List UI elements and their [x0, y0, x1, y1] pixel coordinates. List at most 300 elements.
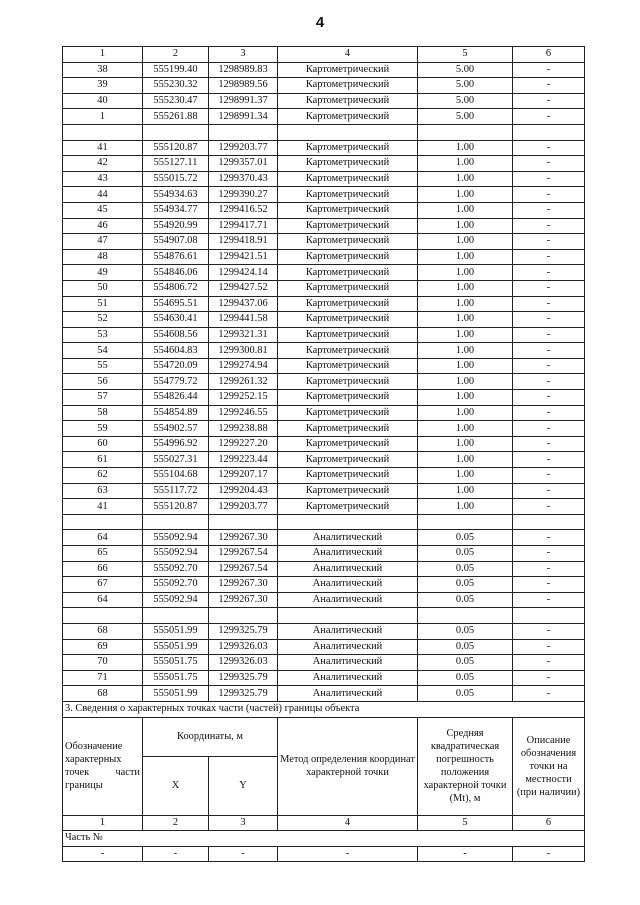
table-row [63, 202, 585, 218]
section3-empty-cell: - [418, 846, 513, 862]
x-coordinate-cell: 554934.63 [143, 187, 209, 203]
x-coordinate-cell: 554934.77 [143, 202, 209, 218]
y-coordinate-cell: 1299321.31 [209, 327, 278, 343]
accuracy-cell: 0.05 [418, 623, 513, 639]
point-id-cell: 53 [63, 327, 143, 343]
description-cell: - [513, 639, 585, 655]
description-cell: - [513, 312, 585, 328]
y-coordinate-cell: 1299267.30 [209, 530, 278, 546]
table-row [63, 639, 585, 655]
y-coordinate-cell: 1299325.79 [209, 670, 278, 686]
accuracy-cell: 1.00 [418, 202, 513, 218]
accuracy-cell: 0.05 [418, 655, 513, 671]
table-row [63, 218, 585, 234]
description-cell: - [513, 265, 585, 281]
point-id-cell: 69 [63, 639, 143, 655]
method-cell: Картометрический [278, 140, 418, 156]
x-coordinate-cell: 554996.92 [143, 436, 209, 452]
y-coordinate-cell: 1299326.03 [209, 655, 278, 671]
point-id-cell: 56 [63, 374, 143, 390]
point-id-cell: 49 [63, 265, 143, 281]
point-id-cell: 38 [63, 62, 143, 78]
description-cell: - [513, 109, 585, 125]
description-cell: - [513, 655, 585, 671]
x-coordinate-cell: 554826.44 [143, 390, 209, 406]
table-row [63, 530, 585, 546]
header-number: 6 [513, 47, 585, 63]
accuracy-cell: 1.00 [418, 312, 513, 328]
table-row [63, 171, 585, 187]
point-id-cell: 46 [63, 218, 143, 234]
table-row [63, 343, 585, 359]
x-coordinate-cell: 554604.83 [143, 343, 209, 359]
table-row [63, 358, 585, 374]
accuracy-cell: 1.00 [418, 156, 513, 172]
method-cell: Картометрический [278, 202, 418, 218]
description-cell: - [513, 249, 585, 265]
method-cell: Картометрический [278, 93, 418, 109]
x-coordinate-cell: 554876.61 [143, 249, 209, 265]
method-cell: Картометрический [278, 62, 418, 78]
x-coordinate-cell: 555120.87 [143, 499, 209, 515]
table-row [63, 93, 585, 109]
description-cell: - [513, 405, 585, 421]
y-coordinate-cell: 1299261.32 [209, 374, 278, 390]
method-cell: Картометрический [278, 499, 418, 515]
section3-method-header: Метод определения координат характерной точки [278, 717, 418, 815]
section3-number: 3 [209, 815, 278, 831]
method-cell: Картометрический [278, 327, 418, 343]
table-row [63, 109, 585, 125]
point-id-cell: 58 [63, 405, 143, 421]
table-row [63, 561, 585, 577]
description-cell: - [513, 374, 585, 390]
table-row [63, 421, 585, 437]
accuracy-cell: 1.00 [418, 436, 513, 452]
accuracy-cell: 1.00 [418, 499, 513, 515]
point-id-cell: 41 [63, 499, 143, 515]
point-id-cell: 60 [63, 436, 143, 452]
section3-title: 3. Сведения о характерных точках части (частей) границы объекта [63, 701, 585, 717]
point-id-cell: 48 [63, 249, 143, 265]
accuracy-cell: 1.00 [418, 280, 513, 296]
group-separator-row [63, 608, 585, 624]
accuracy-cell: 1.00 [418, 296, 513, 312]
section3-number: 2 [143, 815, 209, 831]
table-row [63, 327, 585, 343]
table-row [63, 655, 585, 671]
y-coordinate-cell: 1299246.55 [209, 405, 278, 421]
section3-body [63, 701, 585, 861]
method-cell: Картометрический [278, 436, 418, 452]
method-cell: Аналитический [278, 561, 418, 577]
header-number: 4 [278, 47, 418, 63]
point-id-cell: 66 [63, 561, 143, 577]
method-cell: Аналитический [278, 623, 418, 639]
x-coordinate-cell: 555051.99 [143, 686, 209, 702]
empty-cell [143, 608, 209, 624]
section3-part-row [63, 831, 585, 847]
description-cell: - [513, 358, 585, 374]
point-id-cell: 59 [63, 421, 143, 437]
point-id-cell: 42 [63, 156, 143, 172]
y-coordinate-cell: 1299326.03 [209, 639, 278, 655]
y-coordinate-cell: 1299252.15 [209, 390, 278, 406]
point-id-cell: 70 [63, 655, 143, 671]
x-coordinate-cell: 555199.40 [143, 62, 209, 78]
x-coordinate-cell: 554695.51 [143, 296, 209, 312]
method-cell: Аналитический [278, 577, 418, 593]
point-id-cell: 68 [63, 623, 143, 639]
method-cell: Картометрический [278, 296, 418, 312]
method-cell: Картометрический [278, 358, 418, 374]
method-cell: Картометрический [278, 234, 418, 250]
table-row [63, 623, 585, 639]
accuracy-cell: 5.00 [418, 109, 513, 125]
method-cell: Аналитический [278, 546, 418, 562]
header-number: 5 [418, 47, 513, 63]
x-coordinate-cell: 555261.88 [143, 109, 209, 125]
y-coordinate-cell: 1299437.06 [209, 296, 278, 312]
table-row [63, 546, 585, 562]
section3-number: 6 [513, 815, 585, 831]
description-cell: - [513, 592, 585, 608]
y-coordinate-cell: 1298989.56 [209, 78, 278, 94]
accuracy-cell: 1.00 [418, 327, 513, 343]
x-coordinate-cell: 555120.87 [143, 140, 209, 156]
method-cell: Картометрический [278, 452, 418, 468]
accuracy-cell: 1.00 [418, 140, 513, 156]
table-row [63, 483, 585, 499]
point-id-cell: 64 [63, 530, 143, 546]
accuracy-cell: 1.00 [418, 218, 513, 234]
y-coordinate-cell: 1299417.71 [209, 218, 278, 234]
method-cell: Картометрический [278, 483, 418, 499]
x-coordinate-cell: 555051.75 [143, 670, 209, 686]
point-id-cell: 47 [63, 234, 143, 250]
header-numbers-row [63, 47, 585, 63]
x-coordinate-cell: 555104.68 [143, 468, 209, 484]
empty-cell [278, 514, 418, 530]
description-cell: - [513, 93, 585, 109]
point-id-cell: 61 [63, 452, 143, 468]
table-row [63, 156, 585, 172]
point-id-cell: 44 [63, 187, 143, 203]
accuracy-cell: 1.00 [418, 452, 513, 468]
header-number: 3 [209, 47, 278, 63]
x-coordinate-cell: 554846.06 [143, 265, 209, 281]
method-cell: Картометрический [278, 390, 418, 406]
point-id-cell: 43 [63, 171, 143, 187]
y-coordinate-cell: 1298991.37 [209, 93, 278, 109]
method-cell: Картометрический [278, 218, 418, 234]
method-cell: Картометрический [278, 468, 418, 484]
description-cell: - [513, 686, 585, 702]
section3-number: 1 [63, 815, 143, 831]
accuracy-cell: 1.00 [418, 358, 513, 374]
accuracy-cell: 0.05 [418, 546, 513, 562]
y-coordinate-cell: 1299357.01 [209, 156, 278, 172]
point-id-cell: 71 [63, 670, 143, 686]
x-coordinate-cell: 554907.08 [143, 234, 209, 250]
y-coordinate-cell: 1299267.54 [209, 561, 278, 577]
description-cell: - [513, 390, 585, 406]
method-cell: Аналитический [278, 639, 418, 655]
y-coordinate-cell: 1299441.58 [209, 312, 278, 328]
y-coordinate-cell: 1299227.20 [209, 436, 278, 452]
x-coordinate-cell: 555027.31 [143, 452, 209, 468]
description-cell: - [513, 452, 585, 468]
method-cell: Картометрический [278, 265, 418, 281]
empty-cell [513, 608, 585, 624]
method-cell: Картометрический [278, 171, 418, 187]
y-coordinate-cell: 1299325.79 [209, 623, 278, 639]
x-coordinate-cell: 555230.47 [143, 93, 209, 109]
section3-empty-cell: - [63, 846, 143, 862]
y-coordinate-cell: 1299238.88 [209, 421, 278, 437]
accuracy-cell: 1.00 [418, 343, 513, 359]
point-id-cell: 63 [63, 483, 143, 499]
description-cell: - [513, 140, 585, 156]
section3-header-row [63, 717, 585, 756]
table-row [63, 187, 585, 203]
empty-cell [418, 124, 513, 140]
section3-description-header: Описание обозначения точки на местности (при наличии) [513, 717, 585, 815]
empty-cell [143, 514, 209, 530]
x-coordinate-cell: 554806.72 [143, 280, 209, 296]
section3-col1-header: Обозначение характерных точек части границы [63, 717, 143, 815]
empty-cell [63, 514, 143, 530]
y-coordinate-cell: 1299223.44 [209, 452, 278, 468]
accuracy-cell: 1.00 [418, 187, 513, 203]
section3-coords-header: Координаты, м [143, 717, 278, 756]
description-cell: - [513, 436, 585, 452]
coordinates-table-body [63, 47, 585, 702]
method-cell: Аналитический [278, 686, 418, 702]
accuracy-cell: 0.05 [418, 577, 513, 593]
coordinates-table [62, 46, 585, 862]
method-cell: Аналитический [278, 670, 418, 686]
table-row [63, 468, 585, 484]
point-id-cell: 57 [63, 390, 143, 406]
empty-cell [278, 124, 418, 140]
section3-part-label: Часть № [63, 831, 585, 847]
accuracy-cell: 1.00 [418, 421, 513, 437]
method-cell: Аналитический [278, 530, 418, 546]
table-row [63, 670, 585, 686]
accuracy-cell: 1.00 [418, 468, 513, 484]
section3-empty-cell: - [513, 846, 585, 862]
description-cell: - [513, 62, 585, 78]
accuracy-cell: 0.05 [418, 670, 513, 686]
table-row [63, 280, 585, 296]
x-coordinate-cell: 555092.70 [143, 577, 209, 593]
y-coordinate-cell: 1299267.30 [209, 577, 278, 593]
point-id-cell: 51 [63, 296, 143, 312]
y-coordinate-cell: 1299203.77 [209, 499, 278, 515]
y-coordinate-cell: 1299267.54 [209, 546, 278, 562]
section3-number: 4 [278, 815, 418, 831]
x-coordinate-cell: 554920.99 [143, 218, 209, 234]
section3-empty-row [63, 846, 585, 862]
method-cell: Картометрический [278, 156, 418, 172]
y-coordinate-cell: 1299390.27 [209, 187, 278, 203]
section3-numbers-row [63, 815, 585, 831]
table-row [63, 62, 585, 78]
table-row [63, 312, 585, 328]
method-cell: Картометрический [278, 374, 418, 390]
accuracy-cell: 1.00 [418, 405, 513, 421]
y-coordinate-cell: 1299424.14 [209, 265, 278, 281]
point-id-cell: 1 [63, 109, 143, 125]
section3-empty-cell: - [209, 846, 278, 862]
empty-cell [513, 514, 585, 530]
description-cell: - [513, 296, 585, 312]
x-coordinate-cell: 554779.72 [143, 374, 209, 390]
table-row [63, 265, 585, 281]
table-row [63, 686, 585, 702]
section3-x-header: X [143, 756, 209, 815]
point-id-cell: 52 [63, 312, 143, 328]
empty-cell [209, 124, 278, 140]
table-row [63, 140, 585, 156]
point-id-cell: 41 [63, 140, 143, 156]
table-row [63, 499, 585, 515]
accuracy-cell: 0.05 [418, 686, 513, 702]
description-cell: - [513, 187, 585, 203]
section3-empty-cell: - [278, 846, 418, 862]
description-cell: - [513, 280, 585, 296]
point-id-cell: 50 [63, 280, 143, 296]
description-cell: - [513, 234, 585, 250]
accuracy-cell: 0.05 [418, 592, 513, 608]
y-coordinate-cell: 1299421.51 [209, 249, 278, 265]
point-id-cell: 39 [63, 78, 143, 94]
method-cell: Картометрический [278, 78, 418, 94]
table-row [63, 436, 585, 452]
x-coordinate-cell: 555092.94 [143, 592, 209, 608]
x-coordinate-cell: 554854.89 [143, 405, 209, 421]
table-row [63, 452, 585, 468]
x-coordinate-cell: 555117.72 [143, 483, 209, 499]
accuracy-cell: 1.00 [418, 234, 513, 250]
y-coordinate-cell: 1299427.52 [209, 280, 278, 296]
description-cell: - [513, 171, 585, 187]
table-row [63, 390, 585, 406]
group-separator-row [63, 514, 585, 530]
point-id-cell: 67 [63, 577, 143, 593]
x-coordinate-cell: 554608.56 [143, 327, 209, 343]
empty-cell [278, 608, 418, 624]
table-row [63, 234, 585, 250]
x-coordinate-cell: 555230.32 [143, 78, 209, 94]
accuracy-cell: 1.00 [418, 171, 513, 187]
accuracy-cell: 1.00 [418, 374, 513, 390]
accuracy-cell: 0.05 [418, 530, 513, 546]
section3-title-row [63, 701, 585, 717]
description-cell: - [513, 327, 585, 343]
accuracy-cell: 0.05 [418, 639, 513, 655]
description-cell: - [513, 530, 585, 546]
method-cell: Аналитический [278, 655, 418, 671]
x-coordinate-cell: 555127.11 [143, 156, 209, 172]
accuracy-cell: 1.00 [418, 483, 513, 499]
accuracy-cell: 5.00 [418, 78, 513, 94]
y-coordinate-cell: 1299300.81 [209, 343, 278, 359]
method-cell: Картометрический [278, 109, 418, 125]
x-coordinate-cell: 554720.09 [143, 358, 209, 374]
y-coordinate-cell: 1299274.94 [209, 358, 278, 374]
description-cell: - [513, 421, 585, 437]
section3-accuracy-header: Средняя квадратическая погрешность положения характерной точки (Mt), м [418, 717, 513, 815]
accuracy-cell: 1.00 [418, 249, 513, 265]
empty-cell [209, 514, 278, 530]
header-number: 1 [63, 47, 143, 63]
method-cell: Картометрический [278, 312, 418, 328]
y-coordinate-cell: 1299370.43 [209, 171, 278, 187]
accuracy-cell: 0.05 [418, 561, 513, 577]
y-coordinate-cell: 1299204.43 [209, 483, 278, 499]
accuracy-cell: 5.00 [418, 93, 513, 109]
x-coordinate-cell: 554902.57 [143, 421, 209, 437]
x-coordinate-cell: 555092.94 [143, 530, 209, 546]
y-coordinate-cell: 1299267.30 [209, 592, 278, 608]
empty-cell [63, 608, 143, 624]
section3-y-header: Y [209, 756, 278, 815]
method-cell: Картометрический [278, 280, 418, 296]
accuracy-cell: 1.00 [418, 265, 513, 281]
empty-cell [513, 124, 585, 140]
y-coordinate-cell: 1299207.17 [209, 468, 278, 484]
method-cell: Картометрический [278, 405, 418, 421]
x-coordinate-cell: 555092.70 [143, 561, 209, 577]
description-cell: - [513, 546, 585, 562]
y-coordinate-cell: 1298991.34 [209, 109, 278, 125]
table-row [63, 374, 585, 390]
table-row [63, 249, 585, 265]
point-id-cell: 65 [63, 546, 143, 562]
empty-cell [63, 124, 143, 140]
x-coordinate-cell: 554630.41 [143, 312, 209, 328]
table-row [63, 577, 585, 593]
description-cell: - [513, 623, 585, 639]
description-cell: - [513, 561, 585, 577]
description-cell: - [513, 218, 585, 234]
table-row [63, 78, 585, 94]
method-cell: Аналитический [278, 592, 418, 608]
accuracy-cell: 1.00 [418, 390, 513, 406]
point-id-cell: 54 [63, 343, 143, 359]
method-cell: Картометрический [278, 249, 418, 265]
description-cell: - [513, 202, 585, 218]
y-coordinate-cell: 1299325.79 [209, 686, 278, 702]
description-cell: - [513, 499, 585, 515]
description-cell: - [513, 343, 585, 359]
empty-cell [209, 608, 278, 624]
point-id-cell: 55 [63, 358, 143, 374]
point-id-cell: 62 [63, 468, 143, 484]
description-cell: - [513, 78, 585, 94]
x-coordinate-cell: 555051.99 [143, 639, 209, 655]
point-id-cell: 64 [63, 592, 143, 608]
group-separator-row [63, 124, 585, 140]
y-coordinate-cell: 1299418.91 [209, 234, 278, 250]
section3-number: 5 [418, 815, 513, 831]
method-cell: Картометрический [278, 343, 418, 359]
table-row [63, 592, 585, 608]
method-cell: Картометрический [278, 421, 418, 437]
header-number: 2 [143, 47, 209, 63]
